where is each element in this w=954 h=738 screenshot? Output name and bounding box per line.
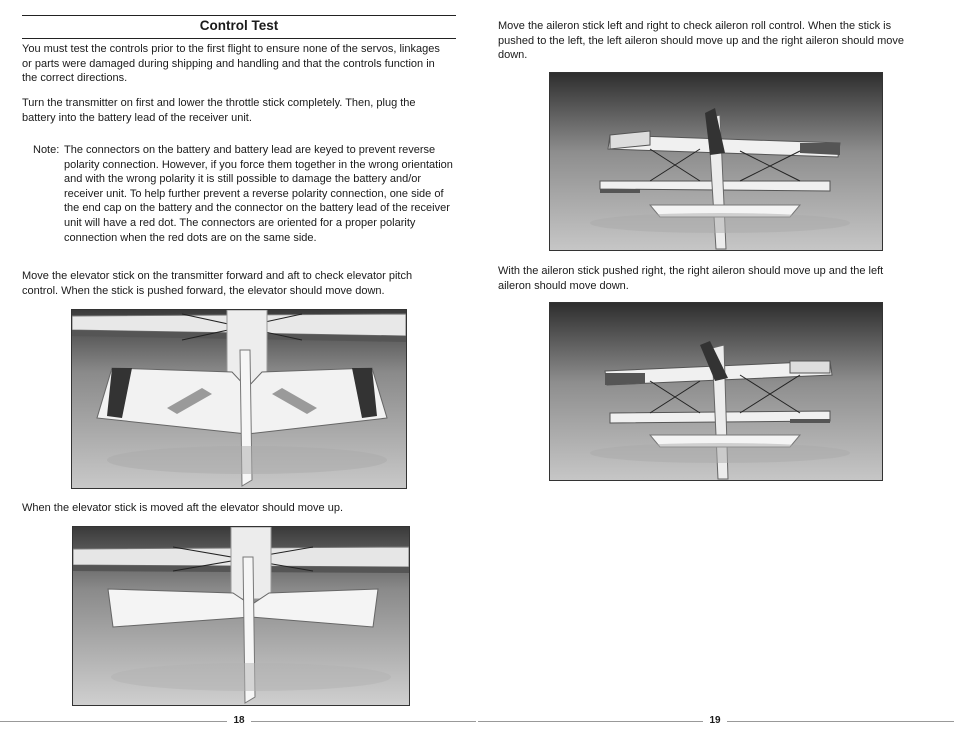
elevator-up-photo	[72, 526, 410, 706]
note-label: Note:	[33, 144, 60, 156]
aileron-right-paragraph: With the aileron stick pushed right, the right aileron should move up and the left aileron should move down.	[498, 265, 884, 292]
note-text: The connectors on the battery and battery lead are keyed to prevent reverse polarity connection. However, if you force them together in the wrong orientation and with the wrong polarity it is still possible to damage the battery and/or receiver unit. To help further prevent a reverse polarity connection, one side of the end cap on the battery and the connector on the battery lead of the receiver unit will have a red dot. The connectors are oriented for a proper polarity connection when the red dots are on the same side.	[64, 144, 453, 244]
page-number-right: 19	[703, 715, 727, 726]
transmitter-paragraph: Turn the transmitter on first and lower the throttle stick completely. Then, plug the battery into the battery lead of the receiver unit.	[22, 97, 416, 124]
section-heading: Control Test	[199, 18, 279, 33]
aileron-left-paragraph: Move the aileron stick left and right to check aileron roll control. When the stick is pushed to the left, the left aileron should move up and the right aileron should move down.	[498, 20, 905, 62]
page-number-left: 18	[227, 715, 251, 726]
heading-bottom-rule	[22, 38, 456, 39]
aileron-left-photo	[549, 72, 883, 251]
elevator-aft-paragraph: When the elevator stick is moved aft the elevator should move up.	[22, 502, 343, 514]
heading-top-rule	[22, 15, 456, 16]
aileron-right-photo	[549, 302, 883, 481]
elevator-down-photo	[71, 309, 407, 489]
intro-paragraph: You must test the controls prior to the first flight to ensure none of the servos, linkages or parts were damaged during shipping and handling and that the controls function in the correct directions.	[22, 43, 440, 85]
elevator-forward-paragraph: Move the elevator stick on the transmitter forward and aft to check elevator pitch control. When the stick is pushed forward, the elevator should move down.	[22, 270, 413, 297]
